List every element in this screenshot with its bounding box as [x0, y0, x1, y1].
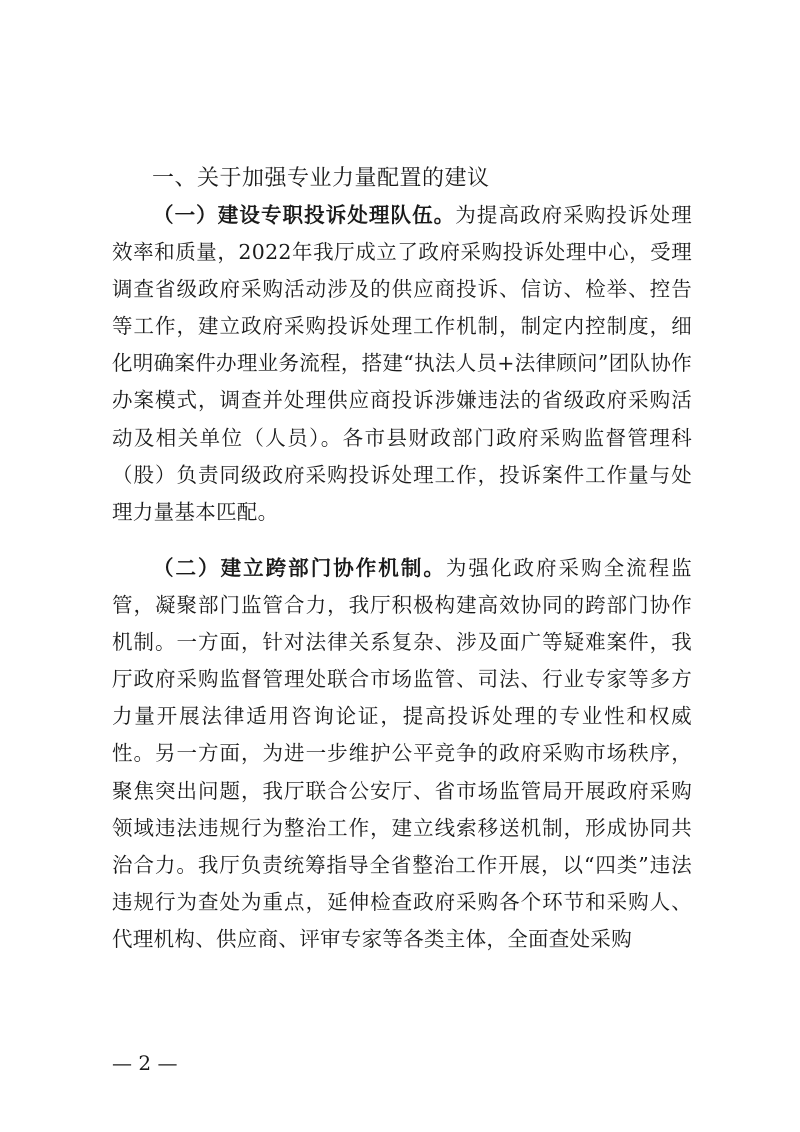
paragraph-2 [112, 550, 692, 958]
page-number: — 2 — [112, 1051, 178, 1075]
paragraph-1-subheading: （一）建设专职投诉处理队伍。 [153, 203, 456, 227]
paragraph-1 [112, 197, 692, 531]
paragraph-2-subheading: （二）建立跨部门协作机制。 [153, 556, 446, 580]
section-heading: 一、关于加强专业力量配置的建议 [152, 166, 490, 191]
paragraph-2-text: 为强化政府采购全流程监管，凝聚部门监管合力，我厅积极构建高效协同的跨部门协作机制。一方面，针对法律关系复杂、涉及面广等疑难案件，我厅政府采购监督管理处联合市场监管、司法、行业专家等多方力量开展法律适用咨询论证，提高投诉处理的专业性和权威性。另一方面，为进一步维护公平竞争的政府采购市场秩序，聚焦突出问题，我厅联合公安厅、省市场监管局开展政府采购领域违法违规行为整治工作，建立线索移送机制，形成协同共治合力。我厅负责统筹指导全省整治工作开展，以“四类”违法违规行为查处为重点，延伸检查政府采购各个环节和采购人、代理机构、供应商、评审专家等各类主体，全面查处采购 [112, 556, 692, 951]
paragraph-1-text: 为提高政府采购投诉处理效率和质量，2022年我厅成立了政府采购投诉处理中心，受理调查省级政府采购活动涉及的供应商投诉、信访、检举、控告等工作，建立政府采购投诉处理工作机制，制定内控制度，细化明确案件办理业务流程，搭建“执法人员+法律顾问”团队协作办案模式，调查并处理供应商投诉涉嫌违法的省级政府采购活动及相关单位（人员）。各市县财政部门政府采购监督管理科（股）负责同级政府采购投诉处理工作，投诉案件工作量与处理力量基本匹配。 [112, 203, 692, 524]
